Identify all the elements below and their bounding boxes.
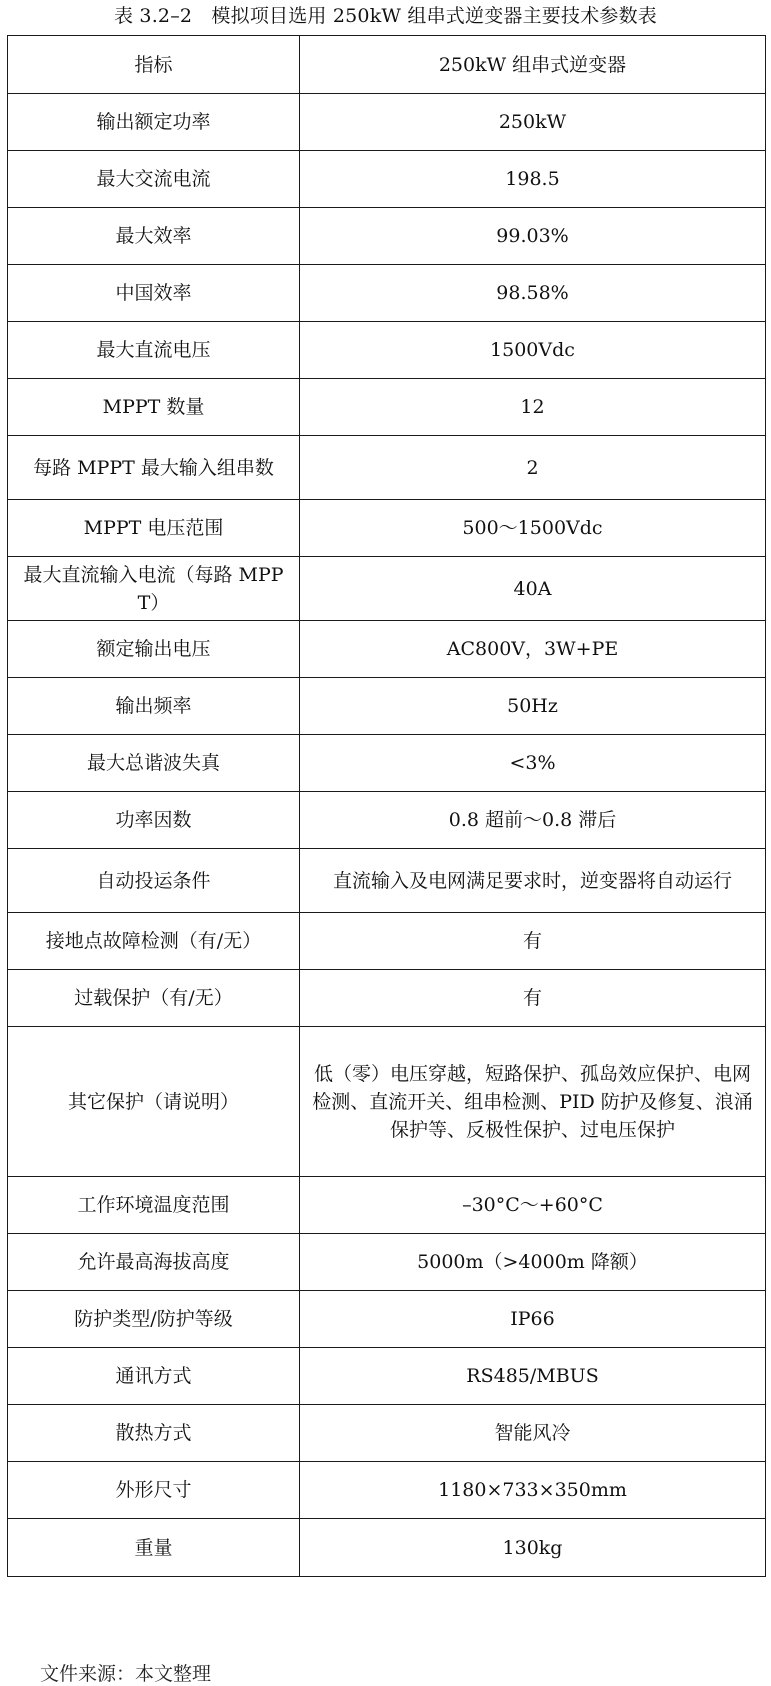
table-row [8,1234,766,1291]
table-header-row [8,36,766,94]
value-cell: 直流输入及电网满足要求时，逆变器将自动运行 [300,849,766,913]
param-cell: 最大直流电压 [8,322,300,379]
param-cell: 最大交流电流 [8,151,300,208]
source-note: 文件来源：本文整理 [40,1663,212,1685]
table-row [8,1027,766,1177]
value-cell: 1500Vdc [300,322,766,379]
value-cell: 5000m（>4000m 降额） [300,1234,766,1291]
value-cell: 130kg [300,1519,766,1577]
table-row [8,1405,766,1462]
header-param-cell: 指标 [8,36,300,94]
value-cell: 500～1500Vdc [300,500,766,557]
value-cell: 12 [300,379,766,436]
param-cell: 其它保护（请说明） [8,1027,300,1177]
value-cell: <3% [300,735,766,792]
param-cell: 散热方式 [8,1405,300,1462]
value-cell: 2 [300,436,766,500]
param-cell: 通讯方式 [8,1348,300,1405]
value-cell: 198.5 [300,151,766,208]
table-row [8,913,766,970]
table-row [8,849,766,913]
value-cell: IP66 [300,1291,766,1348]
table-row [8,1177,766,1234]
value-cell: 有 [300,913,766,970]
value-cell: AC800V，3W+PE [300,621,766,678]
table-row [8,1291,766,1348]
table-row [8,970,766,1027]
param-cell: 允许最高海拔高度 [8,1234,300,1291]
table-row [8,322,766,379]
table-row [8,678,766,735]
table-row [8,557,766,621]
value-cell: 40A [300,557,766,621]
param-cell: 外形尺寸 [8,1462,300,1519]
value-cell: 有 [300,970,766,1027]
inverter-spec-table [7,35,766,1577]
value-cell: RS485/MBUS [300,1348,766,1405]
table-row [8,735,766,792]
table-row [8,379,766,436]
table-row [8,208,766,265]
param-cell: 最大直流输入电流（每路 MPPT） [8,557,300,621]
table-row [8,1462,766,1519]
table-row [8,436,766,500]
param-cell: 输出额定功率 [8,94,300,151]
param-cell: 防护类型/防护等级 [8,1291,300,1348]
param-cell: 输出频率 [8,678,300,735]
table-row [8,621,766,678]
table-row [8,1348,766,1405]
param-cell: MPPT 电压范围 [8,500,300,557]
value-cell: 1180×733×350mm [300,1462,766,1519]
table-row [8,265,766,322]
table-row [8,792,766,849]
value-cell: 智能风冷 [300,1405,766,1462]
param-cell: 功率因数 [8,792,300,849]
table-caption: 表 3.2–2 模拟项目选用 250kW 组串式逆变器主要技术参数表 [113,5,658,27]
param-cell: 额定输出电压 [8,621,300,678]
param-cell: 最大总谐波失真 [8,735,300,792]
value-cell: 250kW [300,94,766,151]
param-cell: 工作环境温度范围 [8,1177,300,1234]
value-cell: 0.8 超前～0.8 滞后 [300,792,766,849]
param-cell: 接地点故障检测（有/无） [8,913,300,970]
param-cell: 每路 MPPT 最大输入组串数 [8,436,300,500]
table-row [8,94,766,151]
param-cell: 中国效率 [8,265,300,322]
table-row [8,151,766,208]
param-cell: 自动投运条件 [8,849,300,913]
table-row [8,1519,766,1577]
param-cell: MPPT 数量 [8,379,300,436]
param-cell: 最大效率 [8,208,300,265]
param-cell: 过载保护（有/无） [8,970,300,1027]
table-row [8,500,766,557]
value-cell: 50Hz [300,678,766,735]
param-cell: 重量 [8,1519,300,1577]
value-cell: 99.03% [300,208,766,265]
value-cell: –30°C～+60°C [300,1177,766,1234]
header-value-cell: 250kW 组串式逆变器 [300,36,766,94]
value-cell: 98.58% [300,265,766,322]
value-cell: 低（零）电压穿越，短路保护、孤岛效应保护、电网检测、直流开关、组串检测、PID 防护及修复、浪涌保护等、反极性保护、过电压保护 [300,1027,766,1177]
